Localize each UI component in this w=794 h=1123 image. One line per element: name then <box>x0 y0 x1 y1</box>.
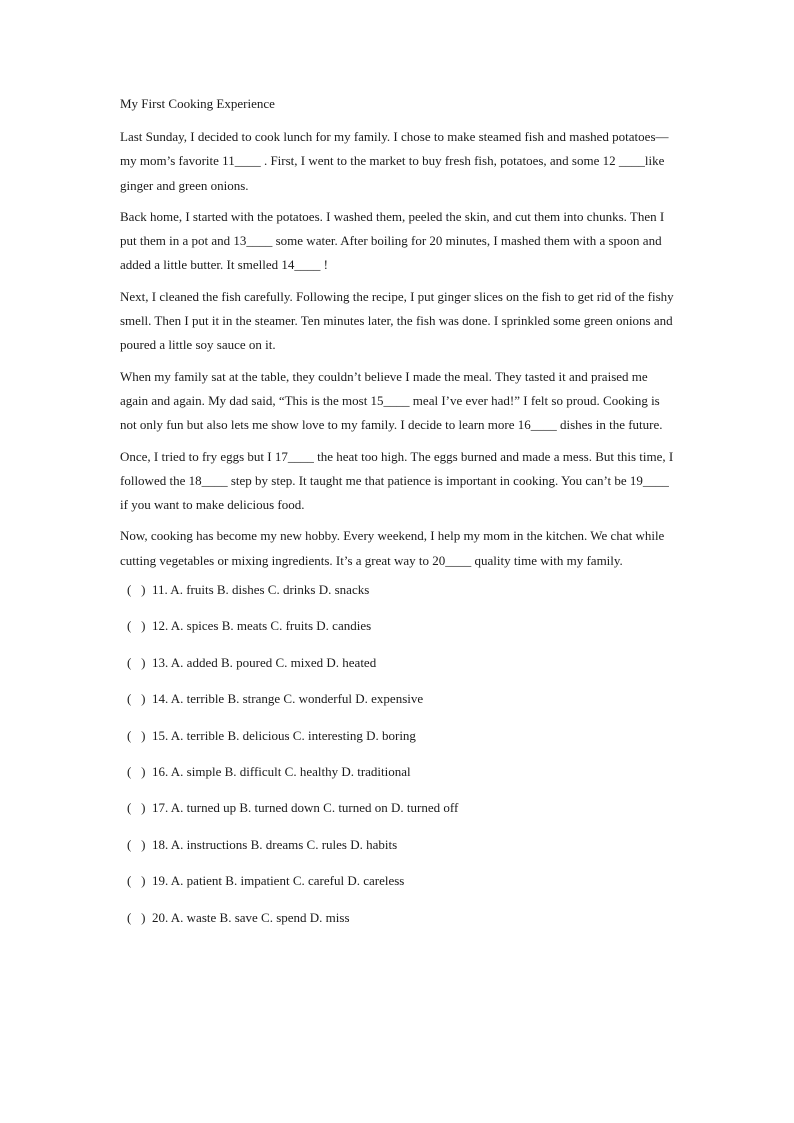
document-page <box>120 94 676 944</box>
question-text: 18. A. instructions B. dreams C. rules D. habits <box>152 836 398 852</box>
paragraph: Now, cooking has become my new hobby. Every weekend, I help my mom in the kitchen. We chat while cutting vegetables or mixing ingredients. It’s a great way to 20____ quality time with my family. <box>120 528 665 568</box>
question-text: 20. A. waste B. save C. spend D. miss <box>152 909 350 925</box>
answer-bracket[interactable]: ( ) <box>127 691 146 707</box>
answer-bracket[interactable]: ( ) <box>127 727 146 743</box>
question-item <box>120 653 676 689</box>
paragraph: Next, I cleaned the fish carefully. Following the recipe, I put ginger slices on the fish to get rid of the fishy smell. Then I put it in the steamer. Ten minutes later, the fish was done. I sprinkled some green onions and poured a little soy sauce on it. <box>120 288 674 353</box>
question-item <box>120 762 676 798</box>
paragraph: Back home, I started with the potatoes. I washed them, peeled the skin, and cut them into chunks. Then I put them in a pot and 13____ some water. After boiling for 20 minutes, I mashed them with a spoon and added a little butter. It smelled 14____ ! <box>120 208 665 273</box>
answer-bracket[interactable]: ( ) <box>127 618 146 634</box>
paragraph: Once, I tried to fry eggs but I 17____ the heat too high. The eggs burned and made a mess. But this time, I followed the 18____ step by step. It taught me that patience is important in cooking. You can’t be 19____ if you want to make delicious food. <box>120 448 674 513</box>
answer-bracket[interactable]: ( ) <box>127 873 146 889</box>
answer-bracket[interactable]: ( ) <box>127 909 146 925</box>
question-text: 15. A. terrible B. delicious C. interesting D. boring <box>152 727 416 743</box>
question-text: 14. A. terrible B. strange C. wonderful D. expensive <box>152 691 424 707</box>
answer-bracket[interactable]: ( ) <box>127 582 146 598</box>
passage <box>120 125 676 573</box>
paragraph: When my family sat at the table, they couldn’t believe I made the meal. They tasted it and praised me again and again. My dad said, “This is the most 15____ meal I’ve ever had!” I felt so proud. Cooking is not only fun but also lets me show love to my family. I decide to learn more 16____ dishes in the future. <box>120 368 663 433</box>
question-text: 11. A. fruits B. dishes C. drinks D. snacks <box>152 582 370 598</box>
answer-bracket[interactable]: ( ) <box>127 654 146 670</box>
document-title: My First Cooking Experience <box>120 96 275 111</box>
question-item <box>120 871 676 907</box>
question-item <box>120 908 676 944</box>
answer-bracket[interactable]: ( ) <box>127 800 146 816</box>
question-text: 12. A. spices B. meats C. fruits D. candies <box>152 618 372 634</box>
question-item <box>120 726 676 762</box>
question-text: 19. A. patient B. impatient C. careful D. careless <box>152 873 405 889</box>
question-text: 17. A. turned up B. turned down C. turned on D. turned off <box>152 800 459 816</box>
question-item <box>120 798 676 834</box>
answer-bracket[interactable]: ( ) <box>127 836 146 852</box>
question-item <box>120 835 676 871</box>
question-text: 16. A. simple B. difficult C. healthy D. traditional <box>152 764 411 779</box>
question-list <box>120 580 676 944</box>
question-item <box>120 616 676 652</box>
question-item <box>120 580 676 616</box>
answer-bracket[interactable]: ( ) <box>127 764 146 779</box>
question-item <box>120 689 676 725</box>
paragraph: Last Sunday, I decided to cook lunch for my family. I chose to make steamed fish and mashed potatoes—my mom’s favorite 11____ . First, I went to the market to buy fresh fish, potatoes, and some 12 ____like ginger and green onions. <box>120 129 669 193</box>
question-text: 13. A. added B. poured C. mixed D. heated <box>152 654 377 670</box>
